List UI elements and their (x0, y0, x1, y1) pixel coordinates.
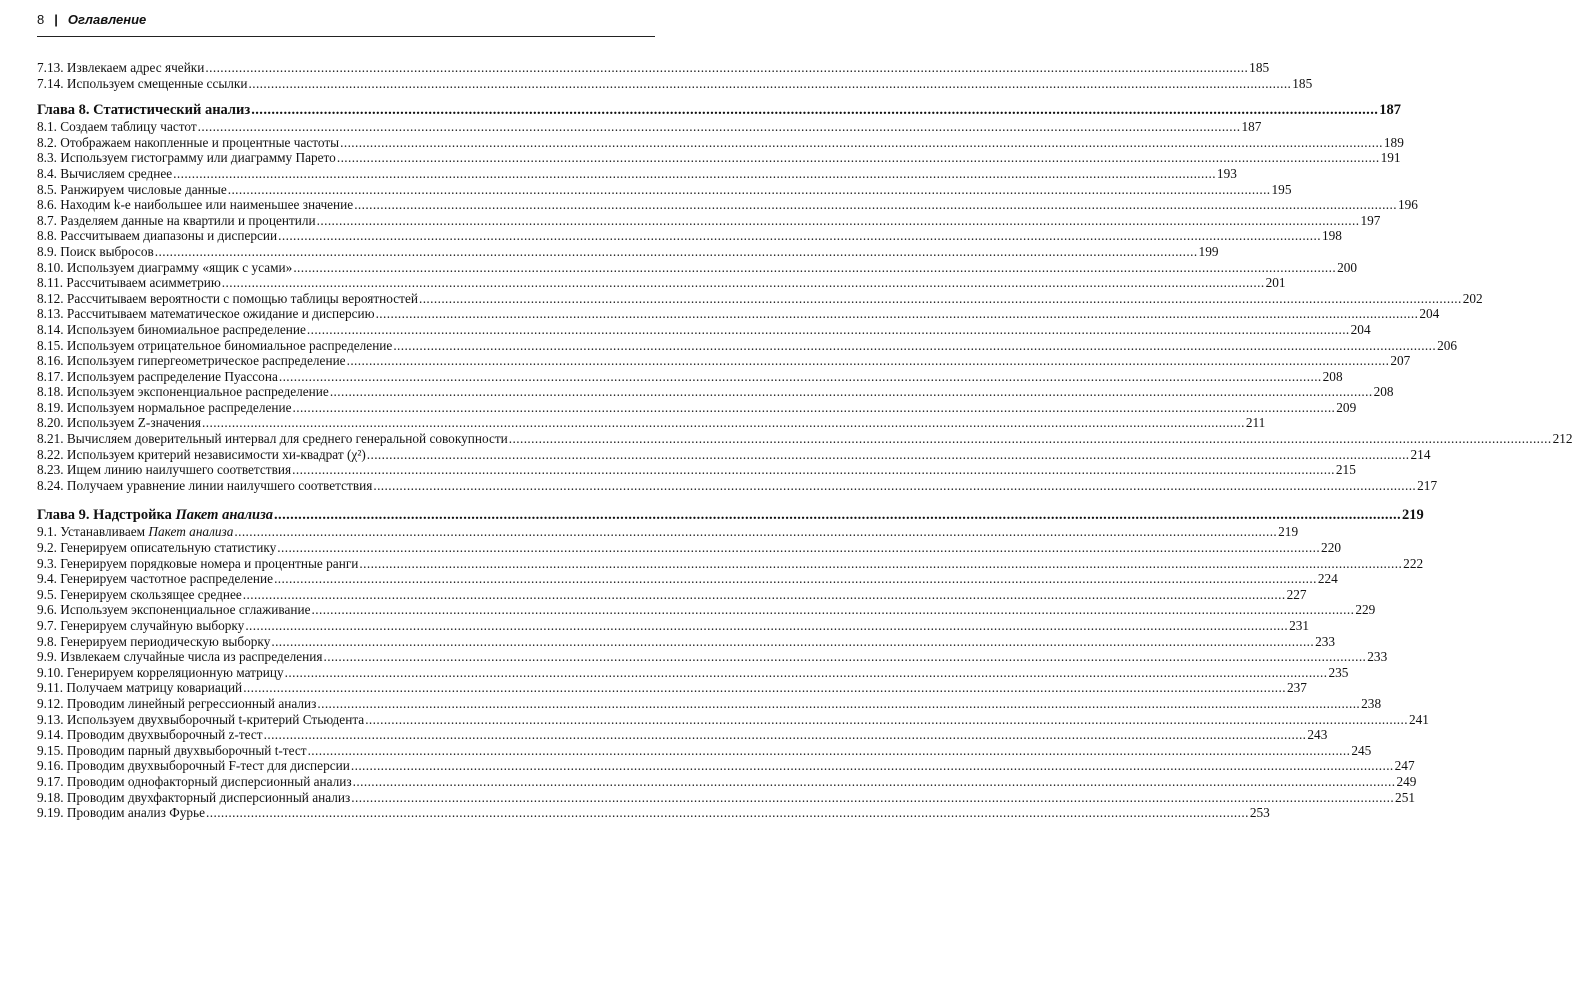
toc-entry (37, 664, 1349, 681)
toc-entry-text: 7.14. Используем смещенные ссылки (37, 75, 248, 91)
dot-leader (222, 275, 1265, 291)
toc-entry-page: 189 (1383, 134, 1404, 150)
dot-leader (206, 805, 1249, 821)
toc-entry-title (37, 540, 276, 556)
toc-entry (37, 540, 1341, 556)
toc-entry-title (37, 634, 270, 650)
toc-entry (37, 431, 1573, 447)
toc-entry (37, 212, 1381, 229)
toc-entry (37, 243, 1219, 260)
toc-entry-text: 8.22. Используем критерий независимости хи-квадрат (χ²) (37, 446, 366, 462)
toc-entry-title (37, 260, 292, 276)
toc-entry-page: 185 (1249, 60, 1270, 75)
toc-entry (37, 134, 1404, 151)
dot-leader (351, 758, 1394, 774)
dot-leader (251, 101, 1378, 119)
dot-leader (243, 587, 1286, 603)
toc-entry-title (37, 166, 172, 182)
toc-entry-text: 8.20. Используем Z-значения (37, 415, 202, 431)
toc-entry-title (37, 696, 316, 712)
dot-leader (271, 634, 1314, 650)
chapter-9-title-prefix: Глава 9. Надстройка (37, 507, 176, 524)
toc-entry-page: 217 (1417, 477, 1438, 493)
toc-entry (37, 618, 1310, 634)
chapter-9-title-italic: Пакет анализа (175, 507, 274, 524)
toc-entry-text: 8.5. Ранжируем числовые данные (37, 181, 227, 197)
chapter-8-title: Глава 8. Статистический анализ (37, 102, 251, 119)
dot-leader (293, 400, 1336, 416)
toc-entry-title (37, 618, 244, 634)
toc-entry-title (37, 680, 242, 696)
chapter-9-list (37, 524, 1429, 821)
toc-entry-page: 201 (1265, 275, 1286, 291)
toc-entry-text: 8.4. Вычисляем среднее (37, 165, 173, 181)
toc-entry-text: 7.13. Извлекаем адрес ячейки (37, 60, 205, 75)
toc-entry-title (37, 369, 278, 385)
dot-leader (243, 680, 1286, 696)
dot-leader (202, 415, 1245, 431)
dot-leader (324, 649, 1367, 665)
toc-entry-title (37, 76, 248, 92)
toc-entry-title (37, 602, 311, 618)
dot-leader (279, 369, 1322, 385)
toc-entry (37, 415, 1266, 431)
dot-leader (354, 197, 1397, 213)
dot-leader (393, 338, 1436, 354)
toc-entry-title (37, 431, 508, 447)
toc-entry-page: 196 (1397, 197, 1418, 213)
toc-entry (37, 150, 1401, 166)
chapter-8-list (37, 119, 1573, 493)
toc-entry-page: 231 (1289, 618, 1310, 633)
dot-leader (373, 478, 1416, 494)
toc-entry-title (37, 758, 350, 774)
toc-entry-page: 195 (1271, 181, 1292, 197)
toc-entry-text: 8.24. Получаем уравнение линии наилучшего соответствия (37, 477, 373, 493)
toc-entry-text: 9.8. Генерируем периодическую выборку (37, 633, 271, 649)
toc-entry-text: 9.1. Устанавливаем (37, 524, 149, 540)
dot-leader (228, 182, 1271, 198)
toc-entry (37, 586, 1307, 603)
toc-entry (37, 306, 1440, 322)
toc-entry-page: 209 (1336, 399, 1357, 415)
toc-entry-page: 224 (1317, 571, 1338, 587)
dot-leader (419, 291, 1462, 307)
toc-entry-page: 206 (1437, 337, 1458, 353)
toc-entry-title (37, 571, 273, 587)
toc-entry-page: 197 (1360, 212, 1381, 228)
toc-entry (37, 353, 1411, 369)
toc-entry-text: 9.12. Проводим линейный регрессионный анализ (37, 695, 317, 711)
toc-entry (37, 259, 1358, 276)
toc-entry-title (37, 478, 372, 494)
toc-entry-title (37, 665, 284, 681)
toc-entry (37, 119, 1262, 135)
dot-leader (359, 556, 1402, 572)
toc-entry-title (37, 774, 352, 790)
toc-entry-text: 9.4. Генерируем частотное распределение (37, 571, 274, 587)
dot-leader (173, 166, 1216, 182)
toc-entry (37, 446, 1431, 463)
toc-entry-text: 9.6. Используем экспоненциальное сглаживание (37, 602, 311, 618)
toc-entry-page: 208 (1322, 368, 1343, 384)
toc-entry-text: 8.15. Используем отрицательное биномиальное распределение (37, 337, 393, 353)
toc-entry-title (37, 213, 316, 229)
chapter-9-page: 219 (1402, 507, 1424, 524)
toc-entry-title (37, 275, 221, 291)
toc-entry-page: 229 (1355, 602, 1376, 618)
toc-entry-page: 233 (1367, 649, 1388, 665)
toc-entry-text: 8.8. Рассчитываем диапазоны и дисперсии (37, 228, 278, 244)
toc-entry-text: 9.16. Проводим двухвыборочный F-тест для дисперсии (37, 758, 350, 774)
toc-entry (37, 477, 1438, 494)
toc-entry-page: 191 (1380, 150, 1401, 166)
toc-entry-text: 8.16. Используем гипергеометрическое распределение (37, 353, 346, 369)
dot-leader (353, 774, 1396, 790)
toc-entry-text: 8.2. Отображаем накопленные и процентные частоты (37, 134, 340, 150)
toc-entry-text: 8.10. Используем диаграмму «ящик с усами» (37, 259, 293, 275)
toc-entry-text: 9.18. Проводим двухфакторный дисперсионный анализ (37, 789, 351, 805)
dot-leader (308, 743, 1351, 759)
toc-entry-page: 249 (1396, 773, 1417, 789)
toc-entry-title (37, 244, 154, 260)
toc-entry-text: 8.13. Рассчитываем математическое ожидание и дисперсию (37, 306, 375, 322)
toc-entry-page: 208 (1373, 384, 1394, 400)
dot-leader (307, 322, 1350, 338)
toc-entry (37, 197, 1418, 213)
toc-entry-page: 211 (1245, 415, 1266, 431)
toc-entry-page: 187 (1241, 119, 1262, 135)
chapter-8-heading (37, 101, 1401, 119)
toc-entry-text: 8.1. Создаем таблицу частот (37, 119, 197, 135)
dot-leader (337, 150, 1380, 166)
toc-entry (37, 758, 1415, 774)
dot-leader (376, 306, 1419, 322)
toc-entry-title (37, 649, 323, 665)
dot-leader (312, 602, 1355, 618)
toc-entry-text: 8.19. Используем нормальное распределение (37, 399, 292, 415)
dot-leader (278, 228, 1321, 244)
toc-entry (37, 321, 1371, 338)
toc-entry-page: 198 (1321, 228, 1342, 244)
toc-entry-text: 9.11. Получаем матрицу ковариаций (37, 680, 243, 696)
toc-entry-text: 9.5. Генерируем скользящее среднее (37, 586, 242, 602)
toc-entry (37, 742, 1372, 759)
dot-leader (292, 462, 1335, 478)
chapter-8-page: 187 (1379, 102, 1401, 119)
chapter-9-heading (37, 506, 1424, 524)
toc-entry (37, 228, 1342, 244)
toc-entry-title (37, 228, 277, 244)
dot-leader (347, 353, 1390, 369)
toc-entry-page: 185 (1292, 75, 1313, 91)
toc-entry-text: 8.3. Используем гистограмму или диаграмму Парето (37, 150, 336, 166)
toc-entry (37, 695, 1382, 712)
toc-entry-page: 243 (1307, 727, 1328, 743)
toc-entry (37, 789, 1415, 806)
dot-leader (274, 571, 1317, 587)
toc-entry-page: 215 (1335, 462, 1356, 478)
toc-entry-title (37, 415, 201, 431)
table-of-contents (37, 60, 1573, 821)
toc-entry-title (37, 462, 291, 478)
toc-entry-title (37, 182, 227, 198)
toc-entry (37, 773, 1417, 790)
toc-entry (37, 181, 1292, 198)
dot-leader (205, 60, 1248, 76)
toc-entry-text: 9.15. Проводим парный двухвыборочный t-тест (37, 742, 307, 758)
toc-entry-title (37, 197, 353, 213)
toc-entry-text: 8.11. Рассчитываем асимметрию (37, 275, 221, 291)
toc-entry-title (37, 338, 392, 354)
dot-leader (249, 76, 1292, 92)
toc-entry (37, 633, 1336, 650)
toc-entry-page: 233 (1315, 633, 1336, 649)
toc-entry-page: 237 (1286, 680, 1307, 696)
toc-entry-text: 9.14. Проводим двухвыборочный z-тест (37, 727, 263, 743)
toc-entry-page: 219 (1278, 524, 1299, 540)
toc-entry-page: 193 (1216, 165, 1237, 181)
toc-entry-page: 227 (1286, 586, 1307, 602)
toc-entry-title (37, 353, 346, 369)
toc-entry-page: 247 (1394, 758, 1415, 774)
toc-entry-page: 251 (1395, 789, 1415, 805)
dot-leader (264, 727, 1307, 743)
dot-leader (274, 506, 1401, 524)
dot-leader (367, 447, 1410, 463)
running-header (37, 12, 655, 37)
toc-entry (37, 384, 1394, 400)
toc-entry-title (37, 400, 292, 416)
toc-entry (37, 680, 1307, 696)
toc-entry-text: 8.14. Используем биномиальное распределение (37, 321, 306, 337)
toc-entry (37, 75, 1313, 92)
dot-leader (365, 712, 1408, 728)
toc-entry-text: 8.18. Используем экспоненциальное распределение (37, 384, 329, 400)
toc-entry-page: 204 (1419, 306, 1440, 322)
toc-entry-title (37, 384, 329, 400)
chapter-9-title (37, 506, 273, 524)
toc-entry-text: 8.9. Поиск выбросов (37, 243, 154, 259)
dot-leader (330, 384, 1373, 400)
dot-leader (317, 696, 1360, 712)
toc-entry (37, 165, 1237, 182)
toc-entry-title (37, 306, 375, 322)
toc-entry (37, 368, 1343, 385)
toc-entry (37, 399, 1357, 416)
toc-entry-title (37, 524, 233, 540)
dot-leader (198, 119, 1241, 135)
toc-entry-page: 214 (1410, 446, 1431, 462)
toc-entry-title (37, 60, 204, 76)
dot-leader (285, 665, 1328, 681)
toc-entry (37, 60, 1270, 76)
toc-entry-title (37, 447, 366, 463)
toc-entry-italic-text: Пакет анализа (148, 524, 234, 540)
toc-entry-text: 9.13. Используем двухвыборочный t-критерий Стьюдента (37, 711, 365, 727)
toc-entry-page: 202 (1462, 290, 1483, 306)
toc-entry (37, 524, 1299, 540)
dot-leader (317, 213, 1360, 229)
toc-entry-page: 245 (1351, 742, 1372, 758)
toc-entry-text: 8.23. Ищем линию наилучшего соответствия (37, 462, 292, 478)
toc-entry (37, 602, 1376, 618)
toc-entry-page: 207 (1390, 353, 1411, 369)
header-separator: | (54, 12, 58, 27)
toc-entry-page: 238 (1361, 695, 1382, 711)
dot-leader (509, 431, 1552, 447)
toc-entry-text: 8.7. Разделяем данные на квартили и процентили (37, 212, 316, 228)
toc-entry-title (37, 727, 263, 743)
dot-leader (277, 540, 1320, 556)
toc-entry-text: 9.10. Генерируем корреляционную матрицу (37, 664, 284, 680)
toc-entry (37, 571, 1338, 587)
toc-entry-title (37, 135, 339, 151)
toc-entry (37, 805, 1270, 821)
dot-leader (155, 244, 1198, 260)
dot-leader (340, 135, 1383, 151)
toc-entry-page: 235 (1328, 664, 1349, 680)
toc-entry-text: 8.12. Рассчитываем вероятности с помощью таблицы вероятностей (37, 290, 418, 306)
dot-leader (351, 790, 1394, 806)
toc-entry-title (37, 322, 306, 338)
toc-entry-title (37, 743, 307, 759)
toc-entry (37, 555, 1424, 572)
toc-entry-title (37, 119, 197, 135)
toc-entry-page: 212 (1552, 431, 1573, 447)
toc-entry-text: 9.19. Проводим анализ Фурье (37, 805, 206, 821)
toc-entry (37, 727, 1328, 743)
toc-entry-text: 8.21. Вычисляем доверительный интервал для среднего генеральной совокупности (37, 431, 508, 447)
toc-entry (37, 290, 1483, 307)
toc-entry (37, 275, 1286, 291)
toc-entry-title (37, 556, 358, 572)
toc-entry-title (37, 150, 336, 166)
toc-entry-text: 9.7. Генерируем случайную выборку (37, 618, 245, 633)
toc-entry-page: 220 (1321, 540, 1341, 556)
pre-section-list (37, 60, 1313, 91)
dot-leader (293, 260, 1336, 276)
toc-entry-page: 253 (1249, 805, 1270, 821)
dot-leader (245, 618, 1288, 634)
toc-entry-text: 8.17. Используем распределение Пуассона (37, 368, 278, 384)
toc-entry-page: 241 (1408, 711, 1429, 727)
toc-entry (37, 462, 1356, 478)
toc-entry (37, 711, 1429, 728)
toc-entry-text: 9.2. Генерируем описательную статистику (37, 540, 277, 556)
toc-entry-title (37, 712, 364, 728)
page-number: 8 (37, 12, 45, 27)
toc-entry-text: 8.6. Находим k-е наибольшее или наименьшее значение (37, 197, 354, 213)
toc-entry-text: 9.9. Извлекаем случайные числа из распределения (37, 649, 323, 665)
toc-entry-page: 200 (1337, 259, 1358, 275)
toc-entry-page: 222 (1403, 555, 1424, 571)
toc-entry-title (37, 790, 350, 806)
toc-entry-page: 204 (1350, 321, 1371, 337)
header-title: Оглавление (67, 12, 147, 27)
toc-entry-title (37, 587, 242, 603)
dot-leader (234, 524, 1277, 540)
toc-entry-title (37, 291, 418, 307)
toc-entry-title (37, 805, 205, 821)
toc-entry (37, 337, 1458, 354)
toc-entry-text: 9.3. Генерируем порядковые номера и процентные ранги (37, 555, 359, 571)
toc-entry-page: 199 (1198, 243, 1219, 259)
toc-entry-text: 9.17. Проводим однофакторный дисперсионный анализ (37, 773, 352, 789)
toc-entry (37, 649, 1388, 665)
